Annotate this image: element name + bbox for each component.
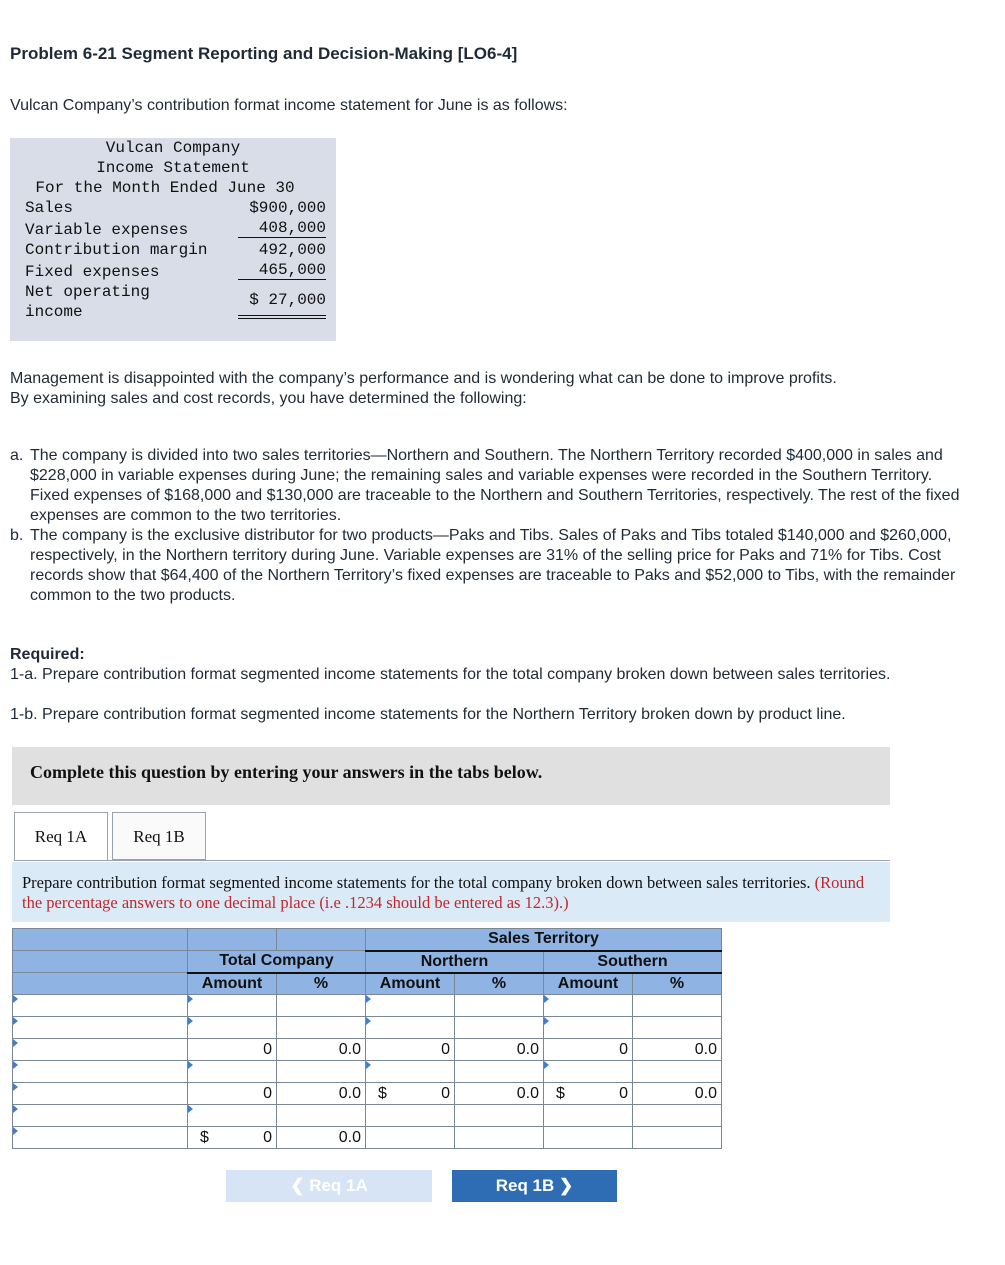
line-item-input[interactable]	[13, 1127, 188, 1149]
required-1b: 1-b. Prepare contribution format segmented income statements for the Northern Territory broken down by product line.	[10, 706, 846, 723]
statement-label: Sales	[25, 199, 74, 217]
management-line1: Management is disappointed with the company’s performance and is wondering what can be done to improve profits.	[10, 370, 837, 387]
next-button-label: Req 1B	[495, 1176, 555, 1195]
cell	[366, 1127, 455, 1149]
total-company-header: Total Company	[188, 951, 366, 973]
dollar-sign: $	[556, 1085, 565, 1102]
computed-amount	[188, 1127, 277, 1149]
dropdown-marker-icon	[366, 995, 371, 1003]
dropdown-marker-icon	[188, 1105, 193, 1113]
sales-territory-header: Sales Territory	[366, 929, 722, 951]
cell	[633, 1127, 722, 1149]
dropdown-marker-icon	[544, 1061, 549, 1069]
percent-input[interactable]	[633, 1017, 722, 1039]
computed-percent: 0.0	[633, 1039, 722, 1061]
table-row	[13, 1127, 722, 1149]
percent-header: %	[633, 973, 722, 995]
computed-amount: 0	[544, 1039, 633, 1061]
table-row	[13, 1083, 722, 1105]
table-row	[13, 995, 722, 1017]
amount-input[interactable]	[188, 995, 277, 1017]
amount-value: 0	[263, 1128, 272, 1146]
segmented-income-table	[12, 928, 722, 1149]
statement-label: income	[25, 303, 83, 321]
management-line2: By examining sales and cost records, you have determined the following:	[10, 390, 527, 407]
dollar-sign: $	[378, 1085, 387, 1102]
percent-input[interactable]	[277, 1105, 366, 1127]
header-cell	[188, 929, 277, 951]
percent-input[interactable]	[633, 995, 722, 1017]
dropdown-marker-icon	[544, 1017, 549, 1025]
facts-list	[10, 446, 960, 606]
cell	[633, 1105, 722, 1127]
percent-input[interactable]	[633, 1061, 722, 1083]
percent-input[interactable]	[277, 1017, 366, 1039]
tab-req-1a[interactable]: Req 1A	[14, 812, 108, 860]
computed-percent: 0.0	[455, 1039, 544, 1061]
dropdown-marker-icon	[366, 1017, 371, 1025]
problem-title: Problem 6-21 Segment Reporting and Decision-Making [LO6-4]	[10, 44, 518, 63]
rounding-note: (Round the percentage answers to one decimal place (i.e .1234 should be entered as 12.3).)	[22, 873, 865, 912]
tab-req-1b[interactable]: Req 1B	[112, 812, 206, 860]
amount-header: Amount	[366, 973, 455, 995]
percent-header: %	[455, 973, 544, 995]
line-item-input[interactable]	[13, 1061, 188, 1083]
computed-percent: 0.0	[277, 1127, 366, 1149]
dropdown-marker-icon	[188, 995, 193, 1003]
statement-name: Income Statement	[96, 159, 250, 177]
amount-input[interactable]	[188, 1017, 277, 1039]
southern-header: Southern	[544, 951, 722, 973]
cell	[366, 1105, 455, 1127]
amount-value: 0	[441, 1084, 450, 1102]
computed-amount: 0	[188, 1083, 277, 1105]
instruction-text: Prepare contribution format segmented income statements for the total company broken down between sales territories.	[22, 873, 811, 892]
income-statement	[10, 138, 336, 341]
instructions-banner	[12, 747, 890, 805]
computed-amount	[544, 1083, 633, 1105]
list-text: The company is the exclusive distributor for two products—Paks and Tibs. Sales of Paks and Tibs totaled $140,000 and $260,000, respectively, in the Northern territory during June. Variable expenses are 31% of the selling price for Paks and 71% for Tibs. Cost records show that $64,400 of the Northern Territory’s fixed expenses are traceable to Paks and $52,000 to Tibs, with the remainder common to the two products.	[30, 527, 956, 604]
dropdown-marker-icon	[13, 1105, 18, 1113]
cell	[544, 1105, 633, 1127]
table-row	[13, 1017, 722, 1039]
computed-percent: 0.0	[277, 1083, 366, 1105]
dropdown-marker-icon	[188, 1061, 193, 1069]
statement-label: Net operating	[25, 283, 150, 301]
statement-label: Variable expenses	[25, 221, 189, 239]
dropdown-marker-icon	[544, 995, 549, 1003]
percent-header: %	[277, 973, 366, 995]
statement-period: For the Month Ended June 30	[35, 179, 295, 197]
cell	[455, 1105, 544, 1127]
dropdown-marker-icon	[13, 995, 18, 1003]
amount-input[interactable]	[544, 1017, 633, 1039]
percent-input[interactable]	[455, 1061, 544, 1083]
next-req-button[interactable]	[452, 1170, 617, 1202]
statement-amount: $900,000	[249, 199, 326, 217]
statement-amount: 408,000	[238, 219, 326, 238]
statement-amount: $ 27,000	[238, 291, 326, 319]
computed-amount: 0	[188, 1039, 277, 1061]
table-row	[13, 1061, 722, 1083]
amount-input[interactable]	[544, 995, 633, 1017]
header-cell	[277, 929, 366, 951]
amount-input[interactable]	[366, 1017, 455, 1039]
dollar-sign: $	[200, 1129, 209, 1146]
statement-label: Fixed expenses	[25, 263, 160, 281]
dropdown-marker-icon	[13, 1039, 18, 1047]
list-text: The company is divided into two sales territories—Northern and Southern. The Northern Territory recorded $400,000 in sales and $228,000 in variable expenses during June; the remaining sales and variable expenses were recorded in the Southern Territory. Fixed expenses of $168,000 and $130,000 are traceable to the Northern and Southern Territories, respectively. The rest of the fixed expenses are common to the two territories.	[30, 447, 960, 524]
dropdown-marker-icon	[13, 1083, 18, 1091]
list-marker: b.	[10, 527, 24, 544]
table-row	[13, 1105, 722, 1127]
required-1a: 1-a. Prepare contribution format segmented income statements for the total company broken down between sales territories.	[10, 666, 891, 683]
amount-input[interactable]	[188, 1061, 277, 1083]
line-item-input[interactable]	[13, 1039, 188, 1061]
northern-header: Northern	[366, 951, 544, 973]
list-item	[10, 446, 960, 526]
percent-input[interactable]	[455, 1017, 544, 1039]
statement-company: Vulcan Company	[105, 139, 241, 157]
banner-text: Complete this question by entering your answers in the tabs below.	[30, 762, 543, 782]
computed-amount: 0	[366, 1039, 455, 1061]
statement-amount: 492,000	[258, 241, 326, 259]
amount-input[interactable]	[188, 1105, 277, 1127]
list-marker: a.	[10, 447, 24, 464]
line-item-input[interactable]	[13, 1017, 188, 1039]
tab-divider	[14, 860, 890, 861]
line-item-input[interactable]	[13, 995, 188, 1017]
percent-input[interactable]	[277, 995, 366, 1017]
prev-button-label: Req 1A	[309, 1176, 368, 1195]
chevron-right-icon: ❯	[559, 1176, 574, 1195]
header-cell	[13, 973, 188, 995]
dropdown-marker-icon	[13, 1127, 18, 1135]
amount-input[interactable]	[366, 1061, 455, 1083]
dropdown-marker-icon	[13, 1017, 18, 1025]
computed-percent: 0.0	[455, 1083, 544, 1105]
table-row	[13, 1039, 722, 1061]
computed-percent: 0.0	[277, 1039, 366, 1061]
amount-header: Amount	[188, 973, 277, 995]
required-heading: Required:	[10, 646, 85, 663]
instruction-panel	[12, 862, 890, 922]
computed-amount	[366, 1083, 455, 1105]
percent-input[interactable]	[455, 995, 544, 1017]
statement-amount: 465,000	[238, 261, 326, 280]
prev-req-button[interactable]	[226, 1170, 432, 1202]
header-cell	[13, 951, 188, 973]
amount-header: Amount	[544, 973, 633, 995]
line-item-input[interactable]	[13, 1105, 188, 1127]
cell	[544, 1127, 633, 1149]
computed-percent: 0.0	[633, 1083, 722, 1105]
chevron-left-icon: ❮	[290, 1176, 305, 1195]
amount-input[interactable]	[366, 995, 455, 1017]
dropdown-marker-icon	[13, 1061, 18, 1069]
cell	[455, 1127, 544, 1149]
amount-input[interactable]	[544, 1061, 633, 1083]
dropdown-marker-icon	[366, 1061, 371, 1069]
list-item	[10, 526, 960, 606]
dropdown-marker-icon	[188, 1017, 193, 1025]
statement-label: Contribution margin	[25, 241, 208, 259]
line-item-input[interactable]	[13, 1083, 188, 1105]
percent-input[interactable]	[277, 1061, 366, 1083]
problem-intro: Vulcan Company’s contribution format income statement for June is as follows:	[10, 97, 568, 114]
amount-value: 0	[619, 1084, 628, 1102]
header-cell	[13, 929, 188, 951]
